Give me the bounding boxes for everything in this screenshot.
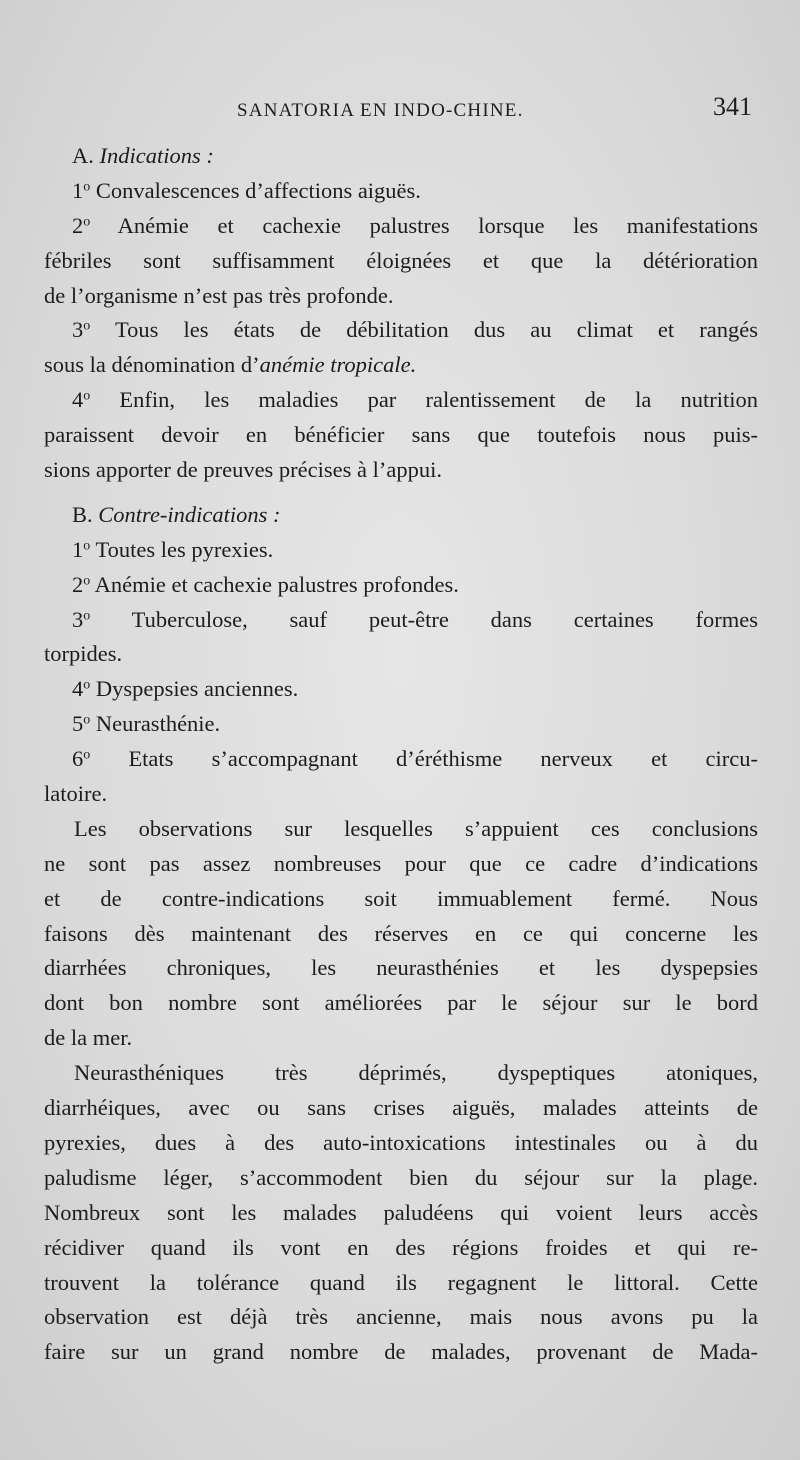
paragraph-line: faire sur un grand nombre de malades, provenant de Mada- <box>44 1339 758 1365</box>
item-number: 4 <box>72 387 84 413</box>
section-letter: B. <box>72 501 93 527</box>
list-item <box>44 568 758 603</box>
ordinal-mark: o <box>83 607 91 623</box>
list-item <box>44 533 758 568</box>
paragraph-line: récidiver quand ils vont en des régions froides et qui re- <box>44 1234 758 1260</box>
list-item <box>44 742 758 777</box>
ordinal-mark: o <box>83 747 91 763</box>
ordinal-mark: o <box>83 712 91 728</box>
paragraph-line: et de contre-indications soit immuablement fermé. Nous <box>44 885 758 911</box>
item-text: Tous les états de débilitation dus au climat et rangés <box>114 317 759 343</box>
list-item <box>44 209 758 244</box>
ordinal-mark: o <box>83 214 91 230</box>
text-line: fébriles sont suffisamment éloignées et que la détérioration <box>44 247 758 273</box>
text-line: latoire. <box>44 781 108 807</box>
list-item <box>44 383 758 418</box>
list-item <box>44 672 758 707</box>
item-number: 3 <box>72 317 84 343</box>
paragraph-line: diarrhéiques, avec ou sans crises aiguës, malades atteints de <box>44 1095 758 1121</box>
text-plain: sous la dénomination d’ <box>44 352 260 378</box>
paragraph-line: pyrexies, dues à des auto-intoxications intestinales ou à du <box>44 1129 758 1155</box>
running-title: SANATORIA EN INDO-CHINE. <box>237 100 524 121</box>
item-number: 6 <box>72 746 84 772</box>
item-number: 4 <box>72 676 84 702</box>
section-heading-indications <box>44 139 758 174</box>
section-letter: A. <box>72 143 94 168</box>
list-item <box>44 603 758 638</box>
item-text: Toutes les pyrexies. <box>95 536 274 562</box>
item-text: Etats s’accompagnant d’éréthisme nerveux et circu- <box>128 746 759 772</box>
paragraph-line: ne sont pas assez nombreuses pour que ce cadre d’indications <box>44 850 758 876</box>
item-number: 5 <box>72 711 84 737</box>
item-text: Anémie et cachexie palustres lorsque les manifestations <box>117 212 759 238</box>
ordinal-mark: o <box>83 388 91 404</box>
item-text: Neurasthénie. <box>95 711 221 737</box>
ordinal-mark: o <box>83 179 91 195</box>
section-title: Indications : <box>99 143 214 168</box>
item-text: Enfin, les maladies par ralentissement de la nutrition <box>119 387 758 413</box>
paragraph-line: de la mer. <box>44 1025 133 1051</box>
ordinal-mark: o <box>83 318 91 334</box>
list-item <box>44 707 758 742</box>
text-line: de l’organisme n’est pas très profonde. <box>44 282 394 308</box>
paragraph-line: diarrhées chroniques, les neurasthénies et les dyspepsies <box>44 955 758 981</box>
text-line: paraissent devoir en bénéficier sans que toutefois nous puis- <box>44 422 758 448</box>
item-text: Anémie et cachexie palustres profondes. <box>94 571 459 597</box>
text-line: sions apporter de preuves précises à l’appui. <box>44 457 442 483</box>
body-text <box>44 139 758 1370</box>
item-number: 1 <box>72 177 84 203</box>
list-item <box>44 174 758 209</box>
item-text: Convalescences d’affections aiguës. <box>95 177 421 203</box>
paragraph-line: dont bon nombre sont améliorées par le séjour sur le bord <box>44 990 758 1016</box>
paragraph-line: faisons dès maintenant des réserves en ce qui concerne les <box>44 920 758 946</box>
page-header <box>0 92 800 132</box>
section-heading-contre-indications <box>44 498 758 533</box>
item-text: Tuberculose, sauf peut-être dans certaines formes <box>131 606 759 632</box>
paragraph-line: Les observations sur lesquelles s’appuient ces conclusions <box>74 815 758 841</box>
section-title: Contre-indications : <box>98 501 281 527</box>
paragraph-line: trouvent la tolérance quand ils regagnent le littoral. Cette <box>44 1269 758 1295</box>
paragraph-line: observation est déjà très ancienne, mais nous avons pu la <box>44 1304 758 1330</box>
ordinal-mark: o <box>83 573 91 589</box>
item-number: 2 <box>72 571 84 597</box>
item-number: 3 <box>72 606 84 632</box>
ordinal-mark: o <box>83 538 91 554</box>
item-text: Dyspepsies anciennes. <box>95 676 299 702</box>
page-number: 341 <box>713 92 752 121</box>
paragraph-line: Neurasthéniques très déprimés, dyspeptiques atoniques, <box>74 1060 758 1086</box>
list-item <box>44 313 758 348</box>
item-number: 1 <box>72 536 84 562</box>
paragraph-line: paludisme léger, s’accommodent bien du séjour sur la plage. <box>44 1164 758 1190</box>
text-italic: anémie tropicale. <box>259 352 417 378</box>
text-line: torpides. <box>44 641 123 667</box>
text-line <box>44 348 758 383</box>
item-number: 2 <box>72 212 84 238</box>
paragraph-line: Nombreux sont les malades paludéens qui voient leurs accès <box>44 1199 758 1225</box>
ordinal-mark: o <box>83 677 91 693</box>
